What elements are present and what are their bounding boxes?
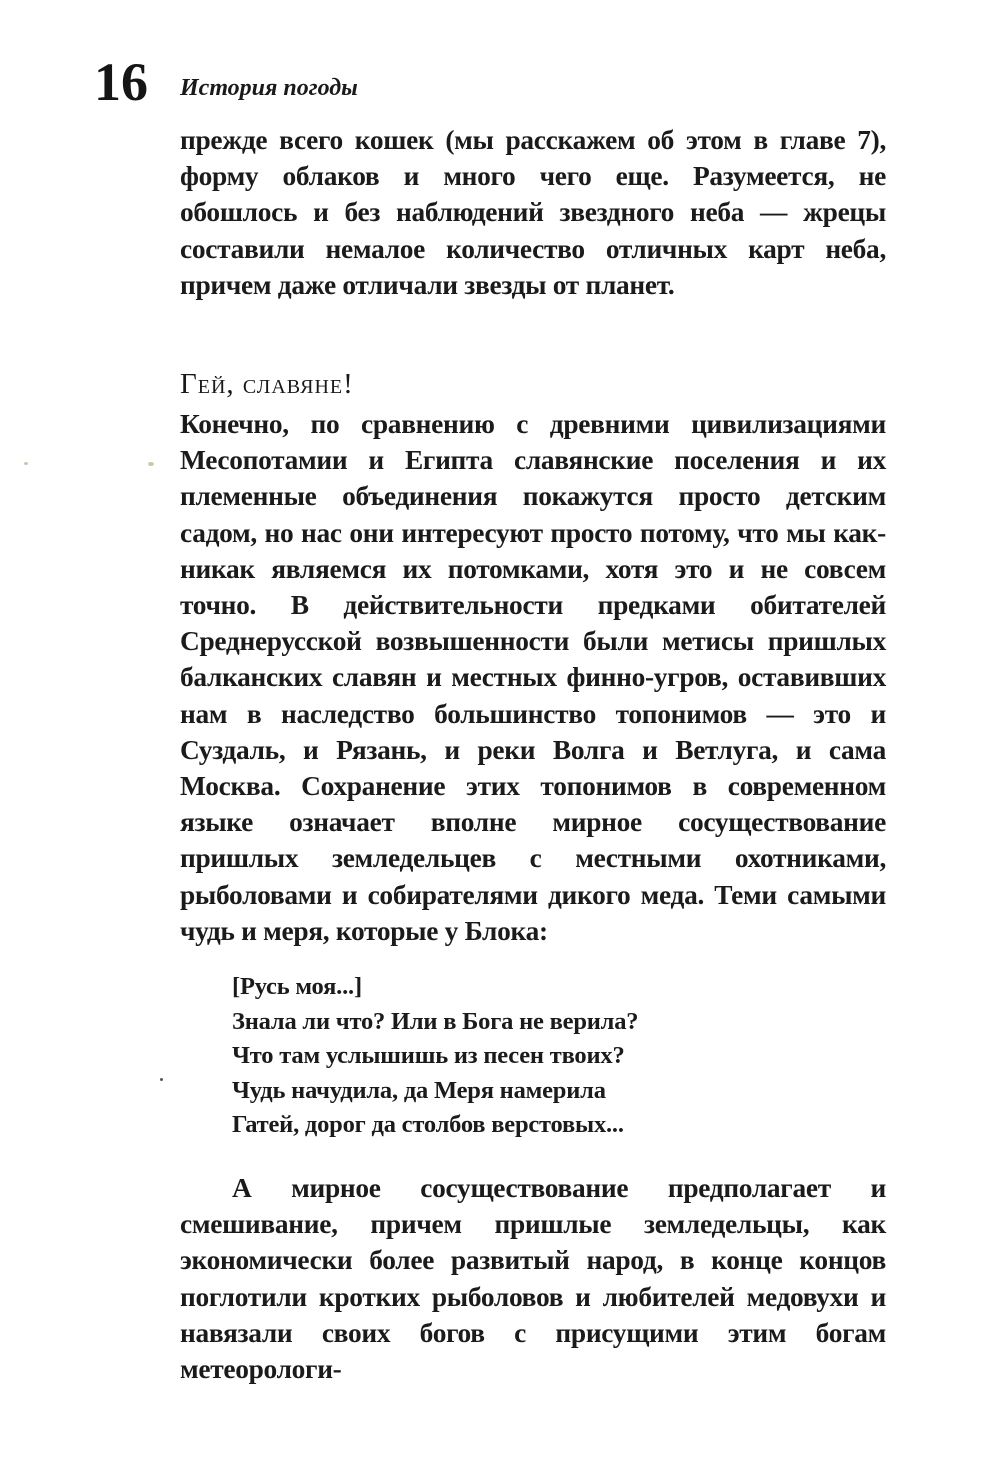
book-title: История погоды [180, 75, 358, 101]
poem-quote [232, 970, 832, 1143]
section-heading: Гей, славяне! [180, 368, 354, 401]
running-head [94, 52, 914, 112]
poem-line: Знала ли что? Или в Бога не верила? [232, 1007, 639, 1035]
body-paragraph-2: А мирное сосуществование предполагает и смешивание, причем пришлые земледельцы, как экономически более развитый народ, в конце концов поглотили кротких рыболовов и любителей медовухи и навязали своих богов с присущими этим богам метеорологи- [180, 1173, 886, 1385]
intro-text-block [180, 122, 886, 303]
poem-line: Чудь начудила, да Меря намерила [232, 1076, 606, 1104]
scan-speck [160, 1078, 163, 1081]
scan-speck [24, 462, 28, 465]
intro-paragraph: прежде всего кошек (мы расскажем об этом в главе 7), форму облаков и много чего еще. Разумеется, не обошлось и без наблюдений звездного неба — жрецы составили немалое количество отличных карт неба, причем даже отличали звезды от планет. [180, 125, 886, 300]
page-number: 16 [94, 52, 148, 112]
body-paragraph-1: Конечно, по сравнению с древними цивилизациями Месопотамии и Египта славянские поселения и их племенные объединения покажутся просто детским садом, но нас они интересуют просто потому, что мы как-никак являемся их потомками, хотя это и не совсем точно. В действительности предками обитателей Среднерусской возвышенности были метисы пришлых балканских славян и местных финно-угров, оставивших нам в наследство большинство топонимов — это и Суздаль, и Рязань, и реки Волга и Ветлуга, и сама Москва. Сохранение этих топонимов в современном языке означает вполне мирное сосуществование пришлых земледельцев с местными охотниками, рыболовами и собирателями дикого меда. Теми самыми чудь и меря, которые у Блока: [180, 409, 886, 946]
poem-line: Что там услышишь из песен твоих? [232, 1042, 625, 1069]
scan-speck [148, 462, 154, 466]
main-text-block [180, 406, 886, 949]
poem-line: Гатей, дорог да столбов верстовых... [232, 1111, 624, 1138]
closing-text-block [180, 1170, 886, 1387]
poem-line: [Русь моя...] [232, 973, 362, 1000]
